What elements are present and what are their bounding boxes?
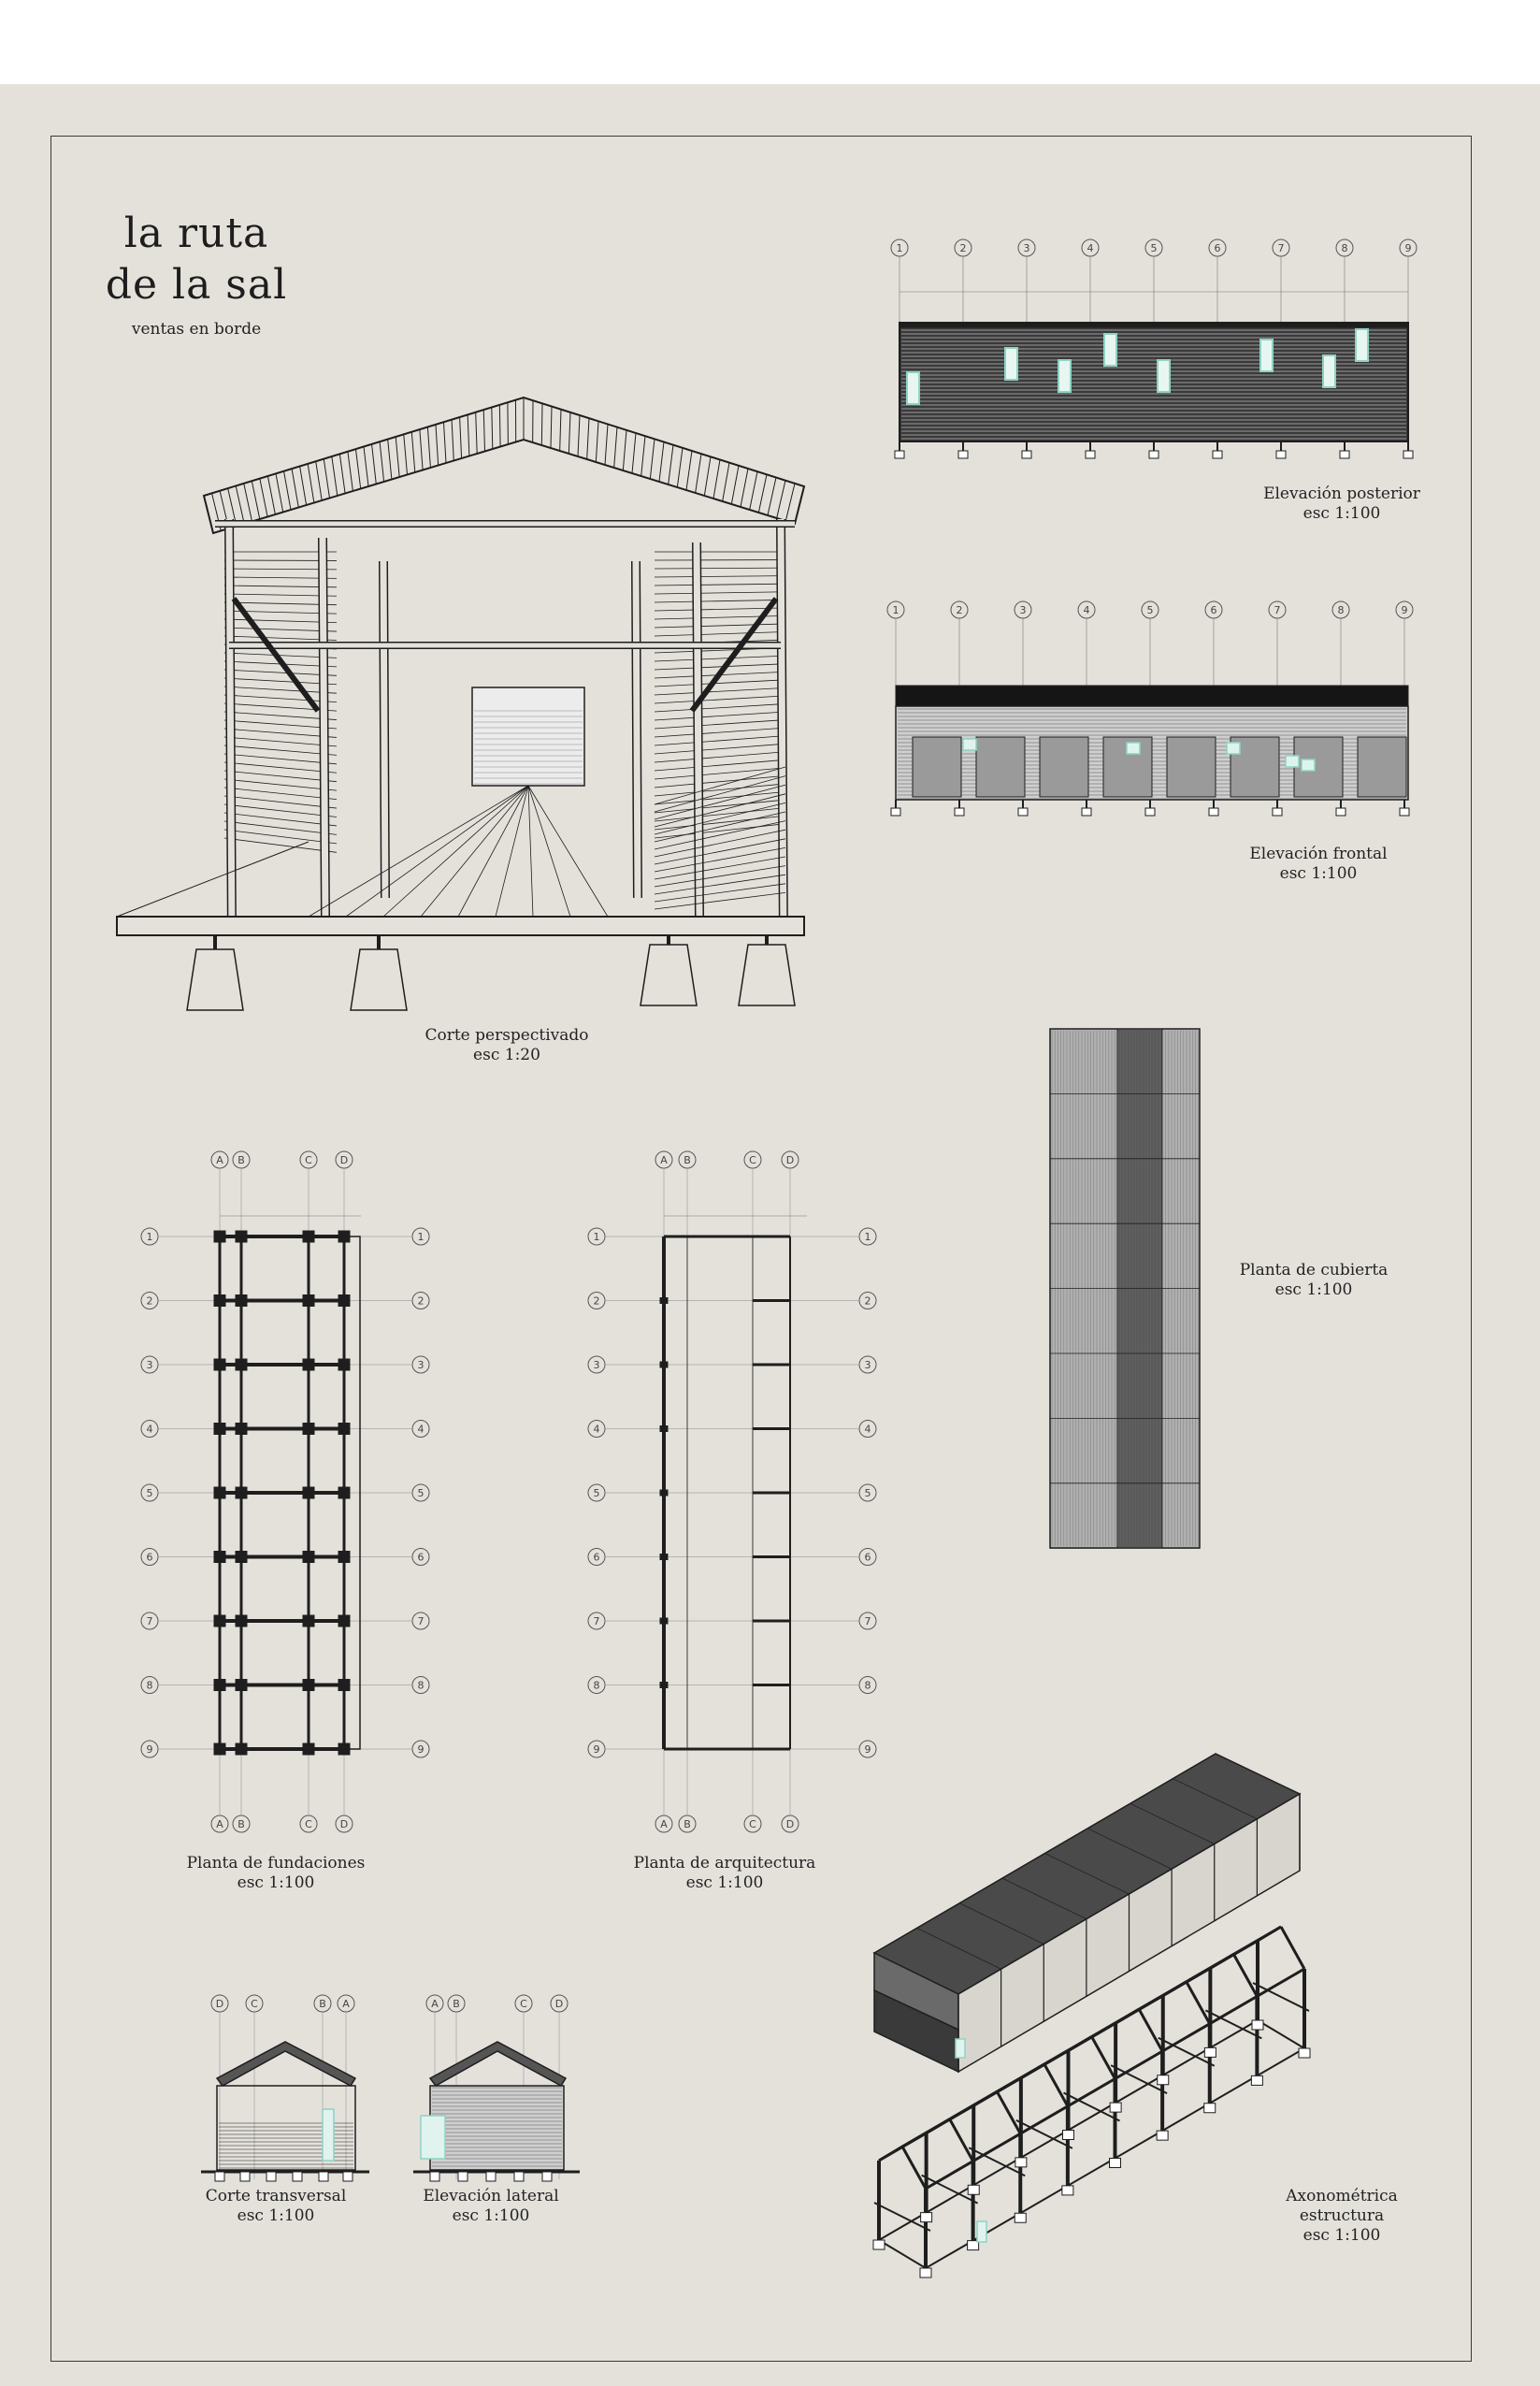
grid-axis-label: B — [453, 1998, 460, 2010]
caption-scale: esc 1:100 — [237, 1873, 315, 1892]
wall-slat — [655, 816, 785, 830]
caption-elevacion-posterior — [1206, 484, 1477, 524]
floor-joint — [458, 786, 528, 917]
timber-column-face — [781, 519, 784, 935]
grid-axis-label: C — [305, 1818, 312, 1830]
vendor-stall — [1167, 737, 1216, 797]
grid-axis-label: C — [305, 1154, 312, 1166]
caption-elevacion-lateral — [355, 2187, 626, 2226]
timber-column-face — [697, 542, 699, 917]
section-frame — [217, 2086, 355, 2170]
column-mark — [660, 1618, 668, 1624]
grid-axis-label: A — [660, 1818, 668, 1830]
accent-figure — [1227, 743, 1240, 754]
grid-axis-label: 5 — [146, 1487, 153, 1499]
caption-name: Corte transversal — [205, 2187, 347, 2205]
window-opening — [1158, 360, 1170, 392]
title-line-2: de la sal — [105, 261, 288, 309]
axo-footing — [1015, 2158, 1027, 2167]
wall-slat — [655, 728, 785, 737]
railing-slat — [655, 812, 785, 842]
caption-name: Elevación frontal — [1249, 845, 1388, 863]
caption-scale: esc 1:100 — [237, 2206, 315, 2225]
footing — [1086, 451, 1095, 458]
planta-fundaciones — [141, 1151, 429, 1832]
window-opening — [1104, 334, 1116, 366]
accent-figure — [1286, 756, 1299, 767]
pier — [514, 2172, 524, 2181]
human-figure — [421, 2116, 445, 2159]
axo-rafter — [997, 2091, 1020, 2133]
grid-axis-label: 9 — [1401, 604, 1408, 616]
caption-name: Axonométrica — [1286, 2187, 1398, 2205]
accent-figure — [963, 739, 976, 750]
grid-axis-label: C — [749, 1818, 756, 1830]
accent-figure — [1302, 759, 1315, 771]
pier — [240, 2172, 250, 2181]
caption-scale: esc 1:100 — [1303, 504, 1381, 523]
axo-footing — [1204, 2104, 1216, 2113]
grid-axis-label: 5 — [593, 1487, 600, 1499]
axo-beam — [1253, 1983, 1309, 2011]
footing — [1213, 451, 1222, 458]
floor-deck — [117, 917, 804, 935]
grid-axis-label: 3 — [417, 1359, 425, 1371]
grid-axis-label: 8 — [146, 1679, 153, 1692]
grid-axis-label: 4 — [146, 1423, 153, 1436]
timber-column-face — [383, 561, 385, 898]
grid-axis-label: 7 — [1274, 604, 1281, 616]
footing — [1022, 451, 1031, 458]
grid-axis-label: 2 — [956, 604, 963, 616]
grid-axis-label: B — [237, 1154, 245, 1166]
pier — [293, 2172, 302, 2181]
railing-slat — [655, 884, 785, 902]
axo-footing — [1299, 2048, 1310, 2058]
wall-slat — [655, 656, 785, 661]
footing — [1276, 451, 1286, 458]
concrete-footing — [351, 949, 407, 1010]
footing — [1149, 451, 1159, 458]
column-mark — [660, 1683, 668, 1688]
elevacion-frontal — [887, 601, 1413, 816]
human-figure — [956, 2039, 965, 2058]
grid-axis-label: 7 — [864, 1615, 871, 1627]
corte-transversal — [201, 1995, 369, 2181]
caption-scale: esc 1:100 — [1303, 2226, 1381, 2245]
railing-slat — [655, 803, 785, 834]
timber-column-face — [323, 538, 325, 917]
axo-footing — [1015, 2213, 1026, 2222]
grid-axis-label: 7 — [593, 1615, 600, 1627]
pier — [430, 2172, 439, 2181]
column-mark — [660, 1426, 668, 1432]
floor-joint — [528, 786, 533, 917]
planta-arquitectura — [588, 1151, 876, 1832]
grid-axis-label: 9 — [593, 1743, 600, 1756]
elevacion-posterior — [891, 239, 1417, 458]
grid-axis-label: 4 — [1087, 242, 1094, 254]
grid-axis-label: 9 — [146, 1743, 153, 1756]
grid-axis-label: B — [319, 1998, 326, 2010]
footing — [1403, 451, 1413, 458]
grid-axis-label: B — [237, 1818, 245, 1830]
human-figure — [323, 2109, 334, 2161]
grid-axis-label: B — [684, 1818, 691, 1830]
grid-axis-label: 5 — [1146, 604, 1154, 616]
floor-joint — [528, 786, 608, 917]
grid-axis-label: 3 — [1023, 242, 1030, 254]
axo-footing — [873, 2240, 885, 2249]
grid-axis-label: 4 — [1083, 604, 1090, 616]
grid-axis-label: 3 — [146, 1359, 153, 1371]
column-mark — [660, 1298, 668, 1304]
grid-axis-label: 4 — [593, 1423, 600, 1436]
roof-gable — [204, 398, 804, 533]
grid-axis-label: 6 — [1214, 242, 1221, 254]
section-roof — [217, 2042, 355, 2086]
footing — [1336, 808, 1346, 816]
wall-slat — [655, 568, 785, 569]
axo-footing — [920, 2268, 931, 2278]
accent-figure — [1127, 743, 1140, 754]
footing — [955, 808, 964, 816]
grid-axis-label: C — [251, 1998, 258, 2010]
caption-name: Elevación lateral — [423, 2187, 559, 2205]
concrete-footing — [739, 945, 795, 1005]
axo-rafter — [1044, 2064, 1068, 2106]
grid-axis-label: 8 — [1337, 604, 1345, 616]
caption-scale: esc 1:100 — [1279, 864, 1358, 883]
floor-joint — [528, 786, 570, 917]
grid-axis-label: 5 — [1150, 242, 1158, 254]
wall-slat — [655, 696, 785, 703]
grid-axis-label: D — [554, 1998, 564, 2010]
column-mark — [660, 1555, 668, 1560]
grid-axis-label: 2 — [959, 242, 967, 254]
pier — [319, 2172, 328, 2181]
vendor-stall — [976, 737, 1025, 797]
brace — [234, 599, 318, 711]
grid-axis-label: 2 — [417, 1294, 425, 1308]
caption-planta-fundaciones — [140, 1854, 411, 1893]
caption-name: Planta de arquitectura — [633, 1854, 816, 1873]
wall-slat — [655, 720, 785, 729]
footing — [891, 808, 900, 816]
footing — [1209, 808, 1218, 816]
grid-axis-label: 4 — [417, 1423, 425, 1436]
caption-name: Planta de fundaciones — [186, 1854, 366, 1873]
axo-rafter — [1187, 1982, 1210, 2024]
caption-scale: esc 1:100 — [685, 1873, 764, 1892]
human-figure — [977, 2221, 986, 2242]
pier — [215, 2172, 224, 2181]
floor-edge — [117, 842, 309, 917]
grid-axis-label: A — [342, 1998, 350, 2010]
grid-axis-label: C — [520, 1998, 527, 2010]
caption-scale: esc 1:20 — [473, 1046, 540, 1064]
grid-axis-label: 1 — [146, 1231, 153, 1243]
timber-column-face — [636, 561, 638, 898]
lateral-wall — [430, 2086, 564, 2170]
grid-axis-label: D — [215, 1998, 224, 2010]
grid-axis-label: 3 — [864, 1359, 871, 1371]
title-line-1: la ruta — [123, 210, 269, 257]
grid-axis-label: 6 — [864, 1551, 871, 1564]
grid-axis-label: D — [339, 1818, 349, 1830]
wall-slat — [224, 830, 337, 844]
wall-slat — [655, 703, 785, 712]
axo-footing — [968, 2185, 979, 2194]
grid-axis-label: A — [216, 1818, 223, 1830]
wall-slat — [655, 687, 785, 695]
grid-axis-label: 5 — [864, 1487, 871, 1499]
vendor-stall — [913, 737, 961, 797]
pier — [486, 2172, 496, 2181]
caption-name: Elevación posterior — [1263, 484, 1420, 503]
axo-rafter — [1092, 2037, 1115, 2079]
axo-footing — [921, 2213, 932, 2222]
grid-axis-label: D — [339, 1154, 349, 1166]
grid-axis-label: 2 — [146, 1294, 153, 1308]
roof-rafter — [541, 403, 542, 445]
railing-slat — [655, 892, 785, 909]
grid-axis-label: 1 — [896, 242, 903, 254]
caption-planta-arquitectura — [589, 1854, 860, 1893]
grid-axis-label: 3 — [1019, 604, 1027, 616]
axo-rafter — [902, 2147, 926, 2189]
floor-joint — [383, 786, 528, 917]
grid-axis-label: 3 — [593, 1359, 600, 1371]
footing — [1273, 808, 1282, 816]
axo-footing — [1157, 2131, 1168, 2140]
caption-elevacion-frontal — [1183, 845, 1454, 884]
caption-planta-cubierta — [1178, 1261, 1449, 1300]
grid-axis-label: A — [431, 1998, 439, 2010]
grid-axis-label: 6 — [417, 1551, 425, 1564]
axo-footing — [1110, 2159, 1121, 2168]
axo-footing — [1062, 2186, 1073, 2195]
grid-axis-label: 6 — [1210, 604, 1217, 616]
caption-corte-perspectivado — [371, 1026, 642, 1065]
caption-name: Planta de cubierta — [1239, 1261, 1389, 1280]
project-subtitle: ventas en borde — [131, 320, 262, 339]
caption-name: Corte perspectivado — [425, 1026, 589, 1045]
grid-axis-label: 1 — [593, 1231, 600, 1243]
wall-slat — [655, 600, 785, 602]
railing-slat — [655, 821, 785, 849]
grid-axis-label: 8 — [864, 1679, 871, 1692]
wall-slat — [224, 838, 337, 852]
grid-axis-label: 8 — [417, 1679, 425, 1692]
pier — [458, 2172, 468, 2181]
footing — [1145, 808, 1155, 816]
grid-axis-label: 2 — [593, 1294, 600, 1308]
grid-axis-label: 5 — [417, 1487, 425, 1499]
wall-slat — [655, 680, 785, 687]
footing — [1018, 808, 1028, 816]
wall-slat — [655, 752, 785, 762]
grid-axis-label: 8 — [593, 1679, 600, 1692]
grid-axis-label: 4 — [864, 1423, 871, 1436]
grid-axis-label: 2 — [864, 1294, 871, 1308]
grid-axis-label: A — [216, 1154, 223, 1166]
grid-axis-label: 9 — [864, 1743, 871, 1756]
window-opening — [1323, 355, 1335, 387]
grid-axis-label: C — [749, 1154, 756, 1166]
pier — [266, 2172, 276, 2181]
axo-rafter — [1233, 1954, 1257, 1996]
caption-sub: estructura — [1299, 2206, 1385, 2225]
wall-slat — [655, 759, 785, 771]
wall-slat — [655, 624, 785, 628]
window-opening — [1058, 360, 1071, 392]
planta-cubierta — [1050, 1029, 1200, 1548]
grid-axis-label: 7 — [417, 1615, 425, 1627]
vendor-stall — [1358, 737, 1406, 797]
window-opening — [907, 372, 919, 404]
grid-axis-label: 1 — [417, 1231, 425, 1243]
wall-slat — [655, 736, 785, 745]
elevacion-lateral — [413, 1995, 580, 2181]
concrete-footing — [640, 945, 697, 1005]
railing-slat — [655, 830, 785, 857]
grid-axis-label: 1 — [892, 604, 900, 616]
roof-rafter — [508, 402, 509, 444]
grid-axis-label: 7 — [1277, 242, 1285, 254]
window-opening — [1260, 340, 1273, 371]
floor-joint — [309, 786, 528, 917]
wall-slat — [655, 584, 785, 586]
footing — [895, 451, 904, 458]
grid-axis-label: B — [684, 1154, 691, 1166]
axo-rafter — [1281, 1927, 1304, 1969]
wall-slat — [655, 576, 785, 577]
caption-scale: esc 1:100 — [1274, 1280, 1353, 1299]
grid-axis-label: 9 — [417, 1743, 425, 1756]
grid-axis-label: 1 — [864, 1231, 871, 1243]
lateral-roof — [430, 2042, 566, 2086]
axo-footing — [1251, 2075, 1262, 2085]
axo-footing — [1158, 2075, 1169, 2085]
axo-footing — [1110, 2103, 1121, 2112]
grid-axis-label: 6 — [146, 1551, 153, 1564]
axo-footing — [1063, 2131, 1074, 2140]
column-mark — [660, 1490, 668, 1496]
roof-fascia — [896, 686, 1408, 706]
caption-scale: esc 1:100 — [452, 2206, 530, 2225]
grid-axis-label: 9 — [1404, 242, 1412, 254]
footing — [1400, 808, 1409, 816]
wall-slat — [655, 592, 785, 594]
wall-slat — [655, 824, 785, 838]
wall-slat — [224, 821, 337, 834]
column-mark — [660, 1362, 668, 1367]
wall-slat — [655, 712, 785, 720]
vendor-stall — [1040, 737, 1088, 797]
window-opening — [1005, 348, 1017, 380]
window-opening — [1356, 329, 1368, 361]
brace — [692, 599, 776, 711]
axo-footing — [1252, 2020, 1263, 2030]
concrete-footing — [187, 949, 243, 1010]
wall-slat — [655, 632, 785, 637]
grid-axis-label: 6 — [593, 1551, 600, 1564]
axo-rafter — [1139, 2009, 1162, 2051]
caption-axonometrica — [1216, 2187, 1468, 2246]
railing-slat — [655, 875, 785, 894]
grid-axis-label: 7 — [146, 1615, 153, 1627]
footing — [1340, 451, 1349, 458]
wall-slat — [655, 744, 785, 754]
footing — [1082, 808, 1091, 816]
pier — [542, 2172, 552, 2181]
corte-perspectivado — [117, 398, 804, 1010]
grid-axis-label: D — [785, 1154, 795, 1166]
axo-rafter — [950, 2119, 973, 2162]
back-opening — [472, 687, 584, 786]
grid-axis-label: A — [660, 1154, 668, 1166]
footing — [958, 451, 968, 458]
grid-axis-label: 8 — [1341, 242, 1348, 254]
axo-footing — [1204, 2047, 1216, 2057]
pier — [343, 2172, 353, 2181]
grid-axis-label: D — [785, 1818, 795, 1830]
